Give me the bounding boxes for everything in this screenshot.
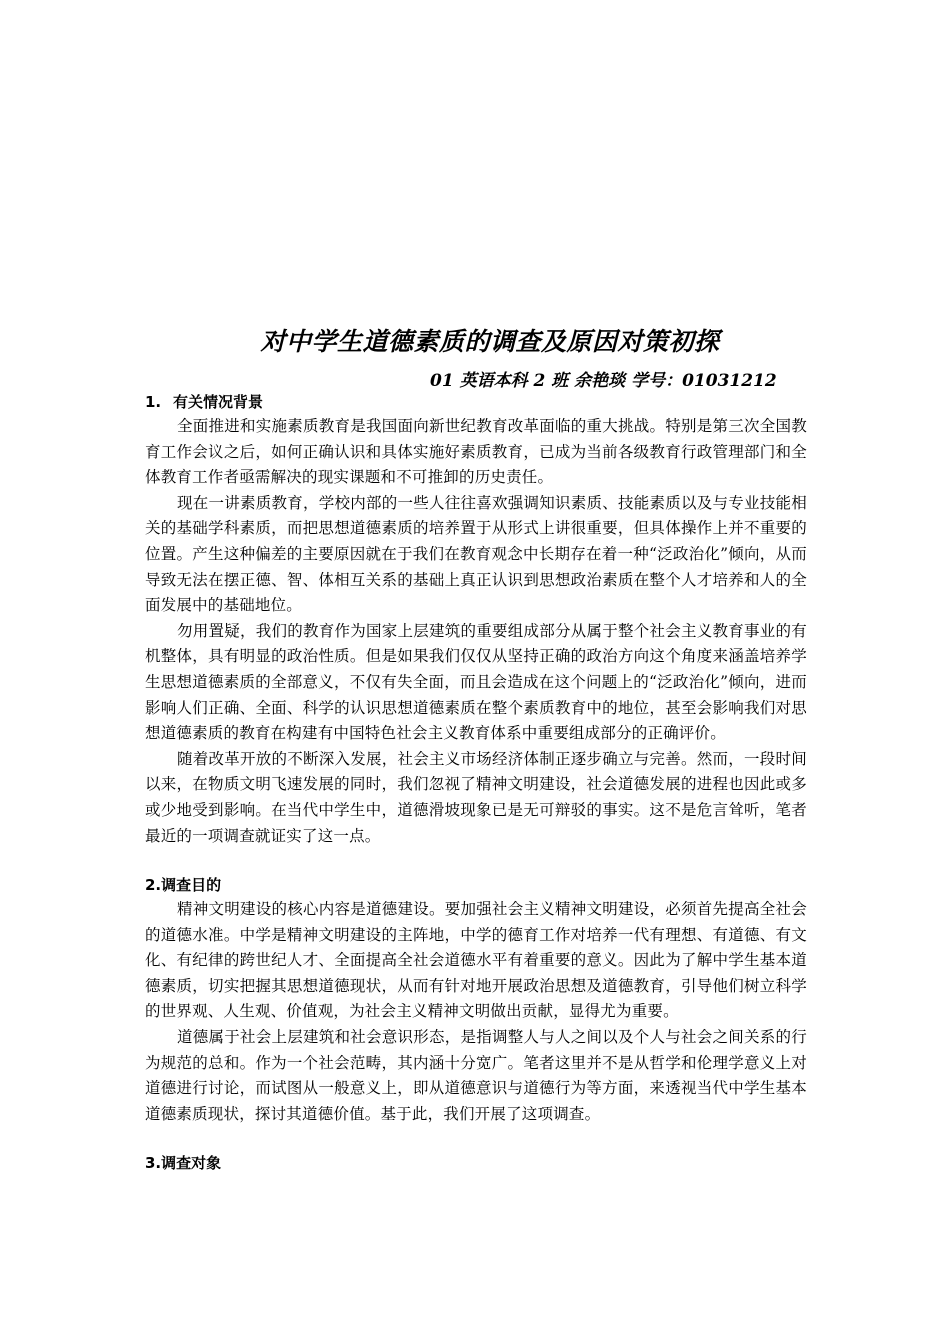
paragraph: 精神文明建设的核心内容是道德建设。要加强社会主义精神文明建设，必须首先提高全社会的道德水准。中学是精神文明建设的主阵地，中学的德育工作对培养一代有理想、有道德、有文化、有纪律的跨世纪人才、全面提高全社会道德水平有着重要的意义。因此为了解中学生基本道德素质，切实把握其思想道德现状，从而有针对地开展政治思想及道德教育，引导他们树立科学的世界观、人生观、价值观，为社会主义精神文明做出贡献，显得尤为重要。 <box>145 900 807 1021</box>
section-title: 有关情况背景 <box>173 393 264 411</box>
section-number: 3. <box>145 1154 162 1173</box>
author-line: 01 英语本科 2 班 余艳琰 学号：01031212 <box>430 371 777 391</box>
paragraph: 现在一讲素质教育，学校内部的一些人往往喜欢强调知识素质、技能素质以及与专业技能相关的基础学科素质，而把思想道德素质的培养置于从形式上讲很重要，但具体操作上并不重要的位置。产生这种偏差的主要原因就在于我们在教育观念中长期存在着一种“泛政治化”倾向，从而导致无法在摆正德、智、体相互关系的基础上真正认识到思想政治素质在整个人才培养和人的全面发展中的基础地位。 <box>145 493 807 615</box>
section-number: 1. <box>145 393 162 411</box>
section-spacer <box>145 849 807 873</box>
paragraph: 全面推进和实施素质教育是我国面向新世纪教育改革面临的重大挑战。特别是第三次全国教育工作会议之后，如何正确认识和具体实施好素质教育，已成为当前各级教育行政管理部门和全体教育工作者亟需解决的现实课题和不可推卸的历史责任。 <box>145 417 807 487</box>
paragraph: 道德属于社会上层建筑和社会意识形态，是指调整人与人之间以及个人与社会之间关系的行为规范的总和。作为一个社会范畴，其内涵十分宽广。笔者这里并不是从哲学和伦理学意义上对道德进行讨论，而试图从一般意义上，即从道德意识与道德行为等方面，来透视当代中学生基本道德素质现状，探讨其道德价值。基于此，我们开展了这项调查。 <box>145 1028 807 1123</box>
section-heading <box>145 873 807 897</box>
document-body <box>145 390 807 1175</box>
section-heading <box>145 390 807 414</box>
document-title: 对中学生道德素质的调查及原因对策初探 <box>260 327 720 356</box>
section-spacer <box>145 1127 807 1151</box>
section-heading <box>145 1151 807 1175</box>
section-number: 2. <box>145 876 162 895</box>
section-title: 调查目的 <box>161 876 222 895</box>
paragraph: 随着改革开放的不断深入发展，社会主义市场经济体制正逐步确立与完善。然而，一段时间以来，在物质文明飞速发展的同时，我们忽视了精神文明建设，社会道德发展的进程也因此或多或少地受到影响。在当代中学生中，道德滑坡现象已是无可辩驳的事实。这不是危言耸听，笔者最近的一项调查就证实了这一点。 <box>145 749 807 845</box>
section-title: 调查对象 <box>161 1154 222 1173</box>
paragraph: 勿用置疑，我们的教育作为国家上层建筑的重要组成部分从属于整个社会主义教育事业的有机整体，具有明显的政治性质。但是如果我们仅仅从坚持正确的政治方向这个角度来涵盖培养学生思想道德素质的全部意义，不仅有失全面，而且会造成在这个问题上的“泛政治化”倾向，进而影响人们正确、全面、科学的认识思想道德素质在整个素质教育中的地位，甚至会影响我们对思想道德素质的教育在构建有中国特色社会主义教育体系中重要组成部分的正确评价。 <box>145 621 807 743</box>
